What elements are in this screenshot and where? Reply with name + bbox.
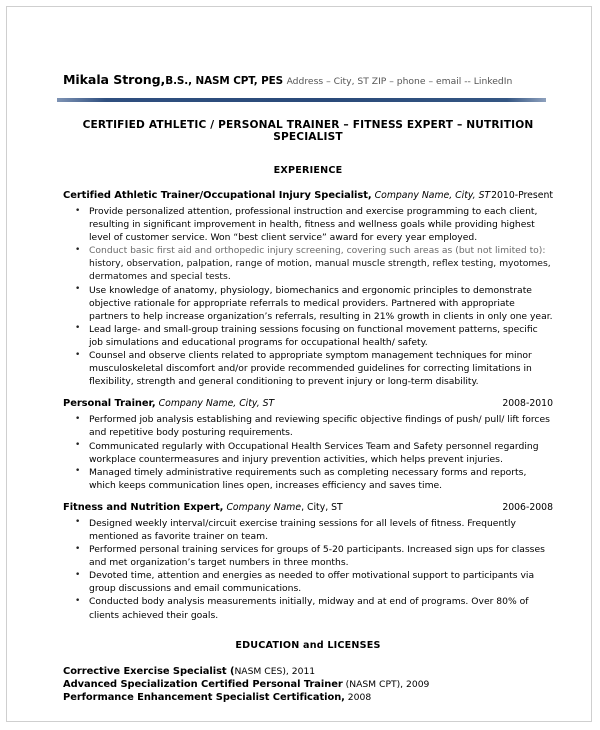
- job-dates: 2008-2010: [502, 398, 553, 410]
- education-entry: [63, 678, 553, 691]
- job-bullet: [63, 595, 553, 621]
- experience-job-entry: [63, 502, 553, 622]
- job-bullet-text: Use knowledge of anatomy, physiology, biomechanics and ergonomic principles to demonstrate objective rationale for appropriate referrals to medical providers. Partnered with appropriate partners to help increase organization’s referrals, resulting in 21% growth in clients in only one year.: [89, 284, 553, 322]
- job-bullet-list: [63, 413, 553, 492]
- job-bullet-text: history, observation, palpation, range of motion, manual muscle strength, reflex testing, myotomes, dermatomes and special tests.: [89, 258, 551, 283]
- education-entry-title: Advanced Specialization Certified Personal Trainer: [63, 679, 343, 691]
- job-bullet: [63, 349, 553, 388]
- job-bullet-text: Managed timely administrative requirements such as completing necessary forms and reports, which keeps communication lines open, increases efficiency and saves time.: [89, 466, 527, 491]
- job-bullet: [63, 284, 553, 323]
- job-bullet-text: Lead large- and small-group training sessions focusing on functional movement patterns, specific job simulations and educational programs for occupational health/ safety.: [89, 323, 538, 348]
- job-bullet: [63, 323, 553, 349]
- education-entry-detail: (NASM CPT), 2009: [342, 679, 430, 691]
- header-divider-rule: [57, 98, 546, 102]
- experience-section-title: EXPERIENCE: [273, 165, 343, 176]
- job-bullet-text: Performed personal training services for groups of 5-20 participants. Increased sign ups for classes and met organization’s target numbers in three months.: [89, 544, 545, 569]
- job-bullet: [63, 517, 553, 543]
- job-bullet: [63, 205, 553, 244]
- education-entry-title: Performance Enhancement Specialist Certification,: [63, 692, 345, 704]
- job-bullet-text: Devoted time, attention and energies as needed to offer motivational support to participants via group discussions and email communications.: [89, 570, 535, 595]
- job-company: Company Name: [226, 501, 302, 513]
- education-entry-title: Corrective Exercise Specialist (: [63, 665, 235, 677]
- job-bullet: [63, 244, 553, 283]
- education-entry: [63, 691, 553, 704]
- job-dates: 2010-Present: [491, 190, 553, 201]
- job-bullet-text: Performed job analysis establishing and reviewing specific objective findings of push/ pull/ lift forces and repetitive body posturing requirements.: [89, 414, 550, 439]
- experience-job-entry: [63, 190, 553, 388]
- job-company: Company Name, City, ST: [158, 398, 275, 410]
- experience-section: [63, 165, 553, 622]
- education-entry-detail: 2008: [344, 692, 372, 704]
- job-bullet: [63, 543, 553, 569]
- job-heading: [63, 502, 553, 514]
- job-bullet: [63, 413, 553, 439]
- job-bullet-text: Conducted body analysis measurements initially, midway and at end of programs. Over 80% of clients achieved their goals.: [89, 596, 529, 621]
- job-bullet: [63, 466, 553, 492]
- job-bullet-text: Communicated regularly with Occupational Health Services Team and Safety personnel regarding workplace countermeasures and injury prevention activities, which helps prevent injuries.: [89, 440, 539, 465]
- job-heading: [63, 398, 553, 410]
- job-dates: 2006-2008: [502, 501, 553, 513]
- job-heading: [63, 190, 553, 202]
- job-location: , City, ST: [301, 501, 343, 513]
- education-entry: [63, 665, 553, 678]
- resume-page: [6, 6, 592, 722]
- professional-headline: CERTIFIED ATHLETIC / PERSONAL TRAINER – FITNESS EXPERT – NUTRITION SPECIALIST: [82, 119, 534, 143]
- job-bullet-list: [63, 517, 553, 622]
- education-section-title: EDUCATION and LICENSES: [235, 639, 381, 651]
- education-section: [63, 640, 553, 705]
- candidate-credentials: B.S., NASM CPT, PES: [165, 75, 283, 87]
- education-entry-detail: NASM CES), 2011: [234, 665, 316, 677]
- job-bullet-text: Counsel and observe clients related to appropriate symptom management techniques for minor musculoskeletal discomfort and/or provide recommended guidelines for correcting limitations in flexibility, strength and general conditioning to prevent injury or long-term disability.: [89, 350, 532, 388]
- job-bullet-text: Provide personalized attention, professional instruction and exercise programming to each client, resulting in significant improvement in health, fitness and wellness goals while providing highest level of customer service. Won “best client service” award for every year employed.: [89, 206, 538, 244]
- job-title: Personal Trainer,: [63, 398, 156, 410]
- job-bullet: [63, 440, 553, 466]
- job-bullet-text: Designed weekly interval/circuit exercise training sessions for all levels of fitness. Frequently mentioned as favorite trainer on team.: [89, 517, 516, 542]
- contact-info: Address – City, ST ZIP – phone – email -- LinkedIn: [286, 76, 513, 87]
- education-entries-list: [63, 665, 553, 705]
- job-title: Certified Athletic Trainer/Occupational Injury Specialist,: [63, 190, 372, 201]
- job-bullet-list: [63, 205, 553, 388]
- resume-content: [63, 73, 553, 705]
- job-bullet-lead: Conduct basic first aid and orthopedic injury screening, covering such areas as (but not limited to):: [89, 245, 546, 257]
- job-bullet: [63, 569, 553, 595]
- job-company: Company Name, City, ST: [374, 190, 491, 201]
- experience-job-entry: [63, 398, 553, 492]
- experience-jobs-list: [63, 190, 553, 622]
- candidate-name: Mikala Strong,: [63, 72, 166, 87]
- job-title: Fitness and Nutrition Expert,: [63, 501, 224, 513]
- resume-header-name-line: [63, 73, 553, 89]
